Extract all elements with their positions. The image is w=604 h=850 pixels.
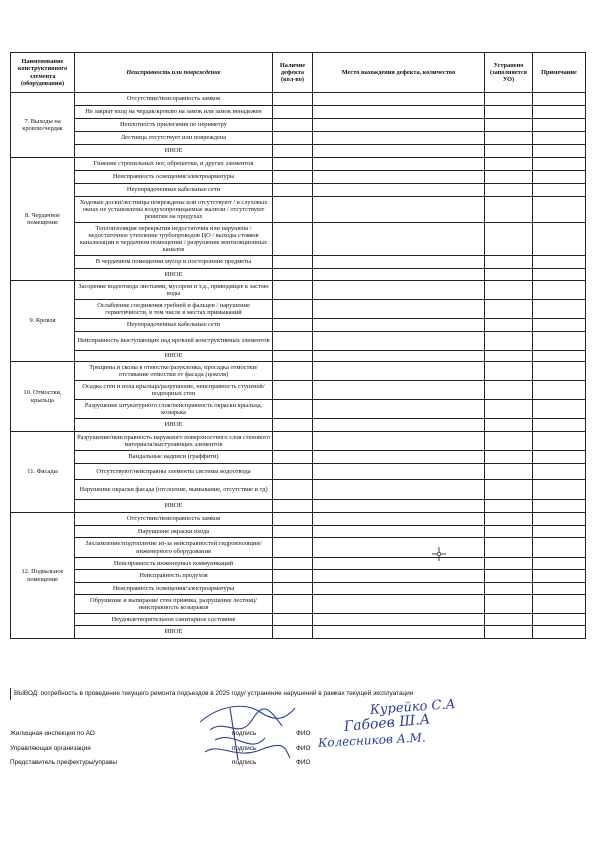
table-header-row xyxy=(11,53,586,93)
table-row xyxy=(11,351,586,362)
table-row xyxy=(11,145,586,158)
location-cell[interactable] xyxy=(313,558,485,570)
table-row xyxy=(11,419,586,432)
table-row xyxy=(11,332,586,351)
fixed-cell[interactable] xyxy=(485,480,533,500)
table-row xyxy=(11,132,586,145)
element-name-cell: 8. Чердачное помещение xyxy=(11,158,75,281)
defect-cell: Нарушение окраски входа xyxy=(75,526,273,538)
location-cell[interactable] xyxy=(313,223,485,256)
defect-cell: ИНОЕ xyxy=(75,351,273,362)
note-cell[interactable] xyxy=(533,362,586,381)
location-cell[interactable] xyxy=(313,513,485,526)
table-row xyxy=(11,197,586,223)
location-cell[interactable] xyxy=(313,145,485,158)
fixed-cell[interactable] xyxy=(485,300,533,319)
defect-cell: Неисправность освещения/электроарматуры xyxy=(75,171,273,184)
note-cell[interactable] xyxy=(533,614,586,626)
defect-cell: Нарушение окраски фасада (отслоение, вымывание, отсутствие и тд) xyxy=(75,480,273,500)
presence-cell[interactable] xyxy=(273,145,313,158)
fixed-cell[interactable] xyxy=(485,184,533,197)
note-cell[interactable] xyxy=(533,223,586,256)
location-cell[interactable] xyxy=(313,451,485,464)
presence-cell[interactable] xyxy=(273,583,313,595)
defect-cell: Неплотность прилегания по периметру xyxy=(75,119,273,132)
note-cell[interactable] xyxy=(533,197,586,223)
fixed-cell[interactable] xyxy=(485,381,533,400)
presence-cell[interactable] xyxy=(273,626,313,639)
signature-label: подпись xyxy=(232,759,257,766)
note-cell[interactable] xyxy=(533,419,586,432)
defect-cell: Не закрыт вход на чердак/кровлю на замок или замок ненадежен xyxy=(75,106,273,119)
note-cell[interactable] xyxy=(533,332,586,351)
fixed-cell[interactable] xyxy=(485,419,533,432)
table-row xyxy=(11,570,586,583)
element-name-cell: 12. Подвальное помещение xyxy=(11,513,75,639)
note-cell[interactable] xyxy=(533,451,586,464)
defect-cell: ИНОЕ xyxy=(75,145,273,158)
fixed-cell[interactable] xyxy=(485,256,533,269)
conclusion-text: ВЫВОД: потребность в проведение текущего ремонта подъездов в 2025 году/ устранение нарушений в рамках текущей эксплуатации xyxy=(14,690,414,697)
location-cell[interactable] xyxy=(313,132,485,145)
note-cell[interactable] xyxy=(533,319,586,332)
fixed-cell[interactable] xyxy=(485,362,533,381)
location-cell[interactable] xyxy=(313,583,485,595)
note-cell[interactable] xyxy=(533,281,586,300)
fio-label: ФИО xyxy=(296,745,311,752)
location-cell[interactable] xyxy=(313,300,485,319)
note-cell[interactable] xyxy=(533,269,586,281)
defect-cell: В чердачном помещении мусор и посторонние предметы xyxy=(75,256,273,269)
presence-cell[interactable] xyxy=(273,381,313,400)
fixed-cell[interactable] xyxy=(485,626,533,639)
defect-cell: Неисправность продухов xyxy=(75,570,273,583)
table-row xyxy=(11,300,586,319)
fio-label: ФИО xyxy=(296,730,311,737)
conclusion-margin-bar xyxy=(10,688,11,700)
element-name-cell: 7. Выходы на кровлю/чердак xyxy=(11,93,75,158)
fixed-cell[interactable] xyxy=(485,106,533,119)
fixed-cell[interactable] xyxy=(485,197,533,223)
presence-cell[interactable] xyxy=(273,132,313,145)
location-cell[interactable] xyxy=(313,197,485,223)
table-row xyxy=(11,319,586,332)
location-cell[interactable] xyxy=(313,184,485,197)
note-cell[interactable] xyxy=(533,106,586,119)
defect-cell: Лестница отсутствует или повреждена xyxy=(75,132,273,145)
presence-cell[interactable] xyxy=(273,197,313,223)
table-row xyxy=(11,158,586,171)
location-cell[interactable] xyxy=(313,400,485,419)
presence-cell[interactable] xyxy=(273,500,313,513)
location-cell[interactable] xyxy=(313,432,485,451)
presence-cell[interactable] xyxy=(273,464,313,480)
defect-cell: Отсутствие/неисправность замков xyxy=(75,93,273,106)
location-cell[interactable] xyxy=(313,106,485,119)
signature-stroke xyxy=(215,738,265,745)
header-fixed: Устранено (заполняется УО) xyxy=(485,53,533,93)
table-row xyxy=(11,626,586,639)
location-cell[interactable] xyxy=(313,332,485,351)
table-row xyxy=(11,281,586,300)
presence-cell[interactable] xyxy=(273,451,313,464)
signature-stroke xyxy=(205,745,290,758)
defect-cell: ИНОЕ xyxy=(75,500,273,513)
defect-cell: Неисправность инженерных коммуникаций xyxy=(75,558,273,570)
note-cell[interactable] xyxy=(533,300,586,319)
fixed-cell[interactable] xyxy=(485,119,533,132)
presence-cell[interactable] xyxy=(273,171,313,184)
location-cell[interactable] xyxy=(313,256,485,269)
defect-cell: Осадка стен и пола крыльца/разрушение, неисправность ступеней/подпорных стен xyxy=(75,381,273,400)
note-cell[interactable] xyxy=(533,538,586,558)
handwritten-fio: Курейко С.А xyxy=(369,697,456,718)
table-row xyxy=(11,451,586,464)
fixed-cell[interactable] xyxy=(485,400,533,419)
note-cell[interactable] xyxy=(533,570,586,583)
defect-cell: Отсутствие/неисправность замков xyxy=(75,513,273,526)
table-row xyxy=(11,464,586,480)
presence-cell[interactable] xyxy=(273,319,313,332)
note-cell[interactable] xyxy=(533,480,586,500)
defect-cell: Неупорядоченные кабельные сети xyxy=(75,319,273,332)
fixed-cell[interactable] xyxy=(485,558,533,570)
defect-cell: Теплоизоляция перекрытия недостаточна или нарушена / недостаточное утепление трубопроводов ЦО / выходы стояков канализации в чердачном помещении / разрушение вентиляционных каналов xyxy=(75,223,273,256)
note-cell[interactable] xyxy=(533,400,586,419)
table-row xyxy=(11,269,586,281)
signatory-org: Жилищная инспекция по АО xyxy=(10,730,95,737)
table-row xyxy=(11,480,586,500)
defect-cell: Гниение стропильных ног, обрешетки, и других элементов xyxy=(75,158,273,171)
defect-cell: Засорение водоотвода листьями, мусором и т.д., приводящее к застою воды xyxy=(75,281,273,300)
defect-cell: Трещины и сколы в отмостке/разуклонка, просадка отмостки/отставание отмостки от фасада (цоколя) xyxy=(75,362,273,381)
location-cell[interactable] xyxy=(313,526,485,538)
defect-cell: ИНОЕ xyxy=(75,269,273,281)
fixed-cell[interactable] xyxy=(485,595,533,614)
presence-cell[interactable] xyxy=(273,93,313,106)
location-cell[interactable] xyxy=(313,419,485,432)
crosshair-icon xyxy=(432,547,446,561)
fixed-cell[interactable] xyxy=(485,500,533,513)
handwritten-fio: Колесников А.М. xyxy=(317,730,427,750)
note-cell[interactable] xyxy=(533,558,586,570)
table-row xyxy=(11,106,586,119)
presence-cell[interactable] xyxy=(273,184,313,197)
defect-cell: ИНОЕ xyxy=(75,626,273,639)
fixed-cell[interactable] xyxy=(485,223,533,256)
note-cell[interactable] xyxy=(533,184,586,197)
location-cell[interactable] xyxy=(313,570,485,583)
fixed-cell[interactable] xyxy=(485,451,533,464)
header-note: Примечание xyxy=(533,53,586,93)
note-cell[interactable] xyxy=(533,595,586,614)
defect-cell: Неудовлетворительное санитарное состояние xyxy=(75,614,273,626)
fixed-cell[interactable] xyxy=(485,513,533,526)
presence-cell[interactable] xyxy=(273,513,313,526)
fixed-cell[interactable] xyxy=(485,281,533,300)
table-row xyxy=(11,400,586,419)
fio-label: ФИО xyxy=(296,759,311,766)
presence-cell[interactable] xyxy=(273,614,313,626)
location-cell[interactable] xyxy=(313,464,485,480)
location-cell[interactable] xyxy=(313,351,485,362)
location-cell[interactable] xyxy=(313,281,485,300)
presence-cell[interactable] xyxy=(273,351,313,362)
note-cell[interactable] xyxy=(533,583,586,595)
presence-cell[interactable] xyxy=(273,526,313,538)
presence-cell[interactable] xyxy=(273,119,313,132)
element-name-cell: 11. Фасады xyxy=(11,432,75,513)
defect-cell: Разрушение штукатурного слоя/неисправность окраски крыльца, козырька xyxy=(75,400,273,419)
table-row xyxy=(11,538,586,558)
element-name-cell: 10. Отмостки, крыльца xyxy=(11,362,75,432)
table-row xyxy=(11,558,586,570)
presence-cell[interactable] xyxy=(273,595,313,614)
table-row xyxy=(11,583,586,595)
table-row xyxy=(11,614,586,626)
handwritten-fio: Габоев Ш.А xyxy=(343,711,431,735)
fixed-cell[interactable] xyxy=(485,132,533,145)
signatory-org: Управляющая организация xyxy=(10,745,91,752)
table-row xyxy=(11,595,586,614)
table-row xyxy=(11,93,586,106)
note-cell[interactable] xyxy=(533,93,586,106)
table-row xyxy=(11,362,586,381)
defect-cell: Ходовые доски/лестницы повреждены или отсутствуют / в слуховых окнах не установлены воздухопроницаемые жалюзи / отсутствуют решетки на продухах xyxy=(75,197,273,223)
fixed-cell[interactable] xyxy=(485,583,533,595)
note-cell[interactable] xyxy=(533,158,586,171)
presence-cell[interactable] xyxy=(273,281,313,300)
presence-cell[interactable] xyxy=(273,480,313,500)
defect-cell: Ослабление соединения гребней и фальцев / нарушение герметичности, в том числе в местах примыканий xyxy=(75,300,273,319)
location-cell[interactable] xyxy=(313,595,485,614)
fixed-cell[interactable] xyxy=(485,570,533,583)
table-body xyxy=(11,93,586,639)
inspection-table xyxy=(10,52,586,639)
fixed-cell[interactable] xyxy=(485,171,533,184)
location-cell[interactable] xyxy=(313,158,485,171)
note-cell[interactable] xyxy=(533,513,586,526)
defect-cell: Вандальные надписи (граффити) xyxy=(75,451,273,464)
location-cell[interactable] xyxy=(313,362,485,381)
defect-cell: ИНОЕ xyxy=(75,419,273,432)
table-row xyxy=(11,526,586,538)
table-row xyxy=(11,223,586,256)
note-cell[interactable] xyxy=(533,526,586,538)
presence-cell[interactable] xyxy=(273,362,313,381)
presence-cell[interactable] xyxy=(273,419,313,432)
fixed-cell[interactable] xyxy=(485,319,533,332)
signature-label: подпись xyxy=(232,745,257,752)
fixed-cell[interactable] xyxy=(485,538,533,558)
note-cell[interactable] xyxy=(533,626,586,639)
presence-cell[interactable] xyxy=(273,300,313,319)
location-cell[interactable] xyxy=(313,500,485,513)
table-row xyxy=(11,513,586,526)
fixed-cell[interactable] xyxy=(485,526,533,538)
location-cell[interactable] xyxy=(313,171,485,184)
location-cell[interactable] xyxy=(313,119,485,132)
location-cell[interactable] xyxy=(313,538,485,558)
note-cell[interactable] xyxy=(533,381,586,400)
fixed-cell[interactable] xyxy=(485,351,533,362)
presence-cell[interactable] xyxy=(273,570,313,583)
location-cell[interactable] xyxy=(313,381,485,400)
presence-cell[interactable] xyxy=(273,400,313,419)
defect-cell: Обрушение и выпирание стен приямка, разрушение лестниц/неисправность козырьков xyxy=(75,595,273,614)
location-cell[interactable] xyxy=(313,626,485,639)
defect-cell: Неисправность выступающих над кровлей конструктивных элементов xyxy=(75,332,273,351)
fixed-cell[interactable] xyxy=(485,432,533,451)
location-cell[interactable] xyxy=(313,614,485,626)
signature-label: подпись xyxy=(232,730,257,737)
presence-cell[interactable] xyxy=(273,223,313,256)
note-cell[interactable] xyxy=(533,132,586,145)
table-row xyxy=(11,256,586,269)
table-row xyxy=(11,119,586,132)
fixed-cell[interactable] xyxy=(485,145,533,158)
note-cell[interactable] xyxy=(533,171,586,184)
element-name-cell: 9. Кровля xyxy=(11,281,75,362)
presence-cell[interactable] xyxy=(273,158,313,171)
fixed-cell[interactable] xyxy=(485,332,533,351)
presence-cell[interactable] xyxy=(273,538,313,558)
defect-cell: Неисправность освещения/электроарматуры xyxy=(75,583,273,595)
note-cell[interactable] xyxy=(533,119,586,132)
signatory-org: Представитель префектуры/управы xyxy=(10,759,117,766)
presence-cell[interactable] xyxy=(273,269,313,281)
defect-cell: Отсутствуют/неисправны элементы системы водоотвода xyxy=(75,464,273,480)
location-cell[interactable] xyxy=(313,480,485,500)
signature-stroke xyxy=(210,709,282,730)
defect-cell: Неупорядоченные кабельные сети xyxy=(75,184,273,197)
note-cell[interactable] xyxy=(533,351,586,362)
note-cell[interactable] xyxy=(533,432,586,451)
table-row xyxy=(11,171,586,184)
location-cell[interactable] xyxy=(313,269,485,281)
table-row xyxy=(11,500,586,513)
table-row xyxy=(11,381,586,400)
header-element: Наименование конструктивного элемента (оборудования) xyxy=(11,53,75,93)
fixed-cell[interactable] xyxy=(485,614,533,626)
table-row xyxy=(11,184,586,197)
defect-cell: Захламление/подтопление из-за неисправностей гидроизоляции/инженерного оборудования xyxy=(75,538,273,558)
location-cell[interactable] xyxy=(313,93,485,106)
fixed-cell[interactable] xyxy=(485,93,533,106)
note-cell[interactable] xyxy=(533,500,586,513)
header-presence: Наличие дефекта (кол-во) xyxy=(273,53,313,93)
table-row xyxy=(11,432,586,451)
presence-cell[interactable] xyxy=(273,432,313,451)
header-defect: Неисправность или повреждение xyxy=(75,53,273,93)
note-cell[interactable] xyxy=(533,145,586,158)
signature-scribble xyxy=(190,700,310,770)
presence-cell[interactable] xyxy=(273,558,313,570)
header-location: Место нахождения дефекта, количество xyxy=(313,53,485,93)
fixed-cell[interactable] xyxy=(485,269,533,281)
fixed-cell[interactable] xyxy=(485,158,533,171)
presence-cell[interactable] xyxy=(273,332,313,351)
note-cell[interactable] xyxy=(533,464,586,480)
presence-cell[interactable] xyxy=(273,106,313,119)
presence-cell[interactable] xyxy=(273,256,313,269)
defect-cell: Разрушение/неисправность наружного поверхностного слоя стенового материала/выступающих элементов xyxy=(75,432,273,451)
note-cell[interactable] xyxy=(533,256,586,269)
signature-stroke xyxy=(200,706,295,722)
location-cell[interactable] xyxy=(313,319,485,332)
fixed-cell[interactable] xyxy=(485,464,533,480)
